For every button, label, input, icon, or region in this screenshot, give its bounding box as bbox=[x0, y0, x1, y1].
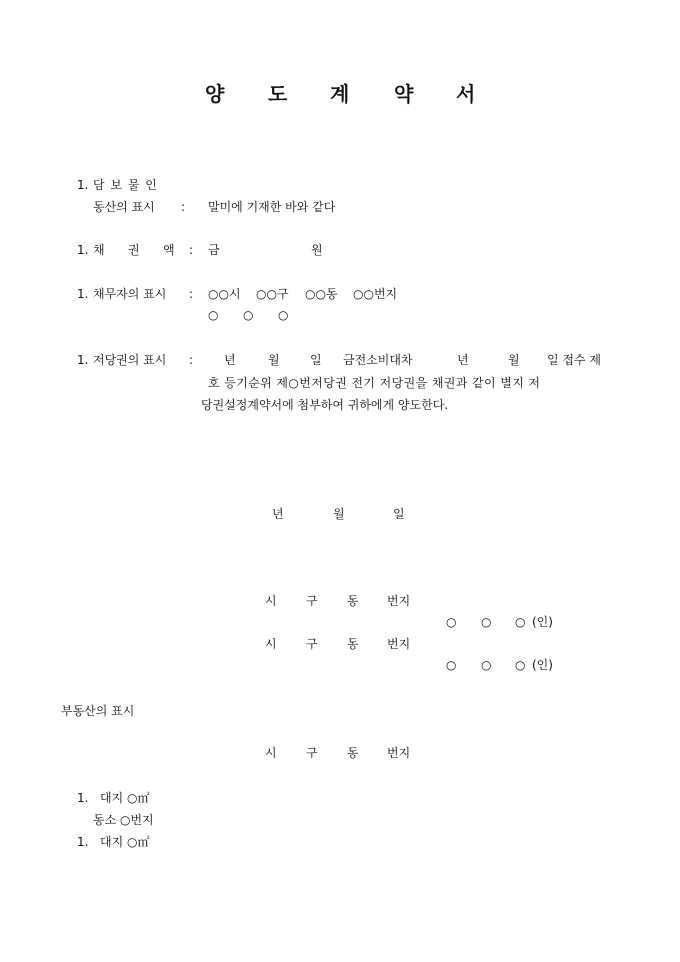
debtor-name-mark: ○ bbox=[243, 308, 254, 322]
party-address-part: 구 bbox=[306, 594, 318, 608]
party-address-part: 동 bbox=[347, 637, 359, 651]
party-name-mark: ○ bbox=[515, 615, 526, 629]
property-entry-text: 동소 ○번지 bbox=[93, 813, 154, 827]
seal-mark: (인) bbox=[532, 615, 553, 629]
mortgage-line1-part: 월 bbox=[508, 353, 520, 367]
mortgage-line1-part: 년 bbox=[457, 353, 469, 367]
seal-mark: (인) bbox=[532, 658, 553, 672]
debtor-address-part: ○○구 bbox=[256, 287, 289, 301]
item-label-char: 권 bbox=[128, 243, 140, 257]
item-colon: : bbox=[181, 200, 186, 214]
item-colon: : bbox=[189, 353, 194, 367]
debtor-name-mark: ○ bbox=[278, 308, 289, 322]
debtor-name-mark: ○ bbox=[208, 308, 219, 322]
party-name-mark: ○ bbox=[446, 615, 457, 629]
mortgage-line1-part: 일 bbox=[310, 353, 322, 367]
mortgage-line1-part: 금전소비대차 bbox=[343, 353, 413, 367]
amount-unit: 원 bbox=[311, 243, 323, 257]
mortgage-line1-part: 일 접수 제 bbox=[547, 353, 601, 367]
item-label-char: 액 bbox=[163, 243, 175, 257]
item-label-char: 채 bbox=[93, 243, 105, 257]
property-address-part: 시 bbox=[265, 746, 277, 760]
party-name-mark: ○ bbox=[515, 658, 526, 672]
mortgage-line1-part: 월 bbox=[268, 353, 280, 367]
party-name-mark: ○ bbox=[481, 658, 492, 672]
property-entry-number: 1. bbox=[77, 791, 89, 805]
title-char: 계 bbox=[330, 82, 350, 106]
mortgage-line1-part: 년 bbox=[224, 353, 236, 367]
item-sub-label: 동산의 표시 bbox=[93, 200, 155, 214]
mortgage-line2: 호 등기순위 제○번저당권 전기 저당권을 채권과 같이 별지 저 bbox=[208, 376, 541, 390]
title-char: 양 bbox=[205, 82, 225, 106]
item-number: 1. bbox=[77, 243, 89, 257]
mortgage-line3: 당권설정계약서에 첨부하여 귀하에게 양도한다. bbox=[201, 398, 449, 412]
party-address-part: 시 bbox=[265, 594, 277, 608]
debtor-address-part: ○○시 bbox=[208, 287, 241, 301]
amount-prefix: 금 bbox=[208, 243, 220, 257]
item-number: 1. bbox=[77, 353, 89, 367]
property-entry-text: 대지 ○㎡ bbox=[100, 791, 150, 805]
property-address-part: 동 bbox=[347, 746, 359, 760]
property-entry-number: 1. bbox=[77, 835, 89, 849]
date-part: 년 bbox=[272, 507, 284, 521]
item-number: 1. bbox=[77, 178, 89, 192]
party-address-part: 번지 bbox=[387, 594, 411, 608]
property-heading: 부동산의 표시 bbox=[61, 704, 135, 718]
party-address-part: 번지 bbox=[387, 637, 411, 651]
party-name-mark: ○ bbox=[446, 658, 457, 672]
item-value: 말미에 기재한 바와 같다 bbox=[208, 200, 336, 214]
item-label: 담 보 물 인 bbox=[93, 178, 158, 192]
debtor-address-part: ○○동 bbox=[305, 287, 338, 301]
item-colon: : bbox=[189, 287, 194, 301]
title-char: 도 bbox=[268, 82, 288, 106]
item-label: 채무자의 표시 bbox=[93, 287, 167, 301]
date-part: 일 bbox=[393, 507, 405, 521]
property-entry-text: 대지 ○㎡ bbox=[100, 835, 150, 849]
date-part: 월 bbox=[333, 507, 345, 521]
item-label: 저당권의 표시 bbox=[93, 353, 167, 367]
party-address-part: 구 bbox=[306, 637, 318, 651]
property-address-part: 번지 bbox=[387, 746, 411, 760]
item-colon: : bbox=[189, 243, 194, 257]
item-number: 1. bbox=[77, 287, 89, 301]
debtor-address-part: ○○번지 bbox=[353, 287, 398, 301]
property-address-part: 구 bbox=[306, 746, 318, 760]
party-address-part: 동 bbox=[347, 594, 359, 608]
party-address-part: 시 bbox=[265, 637, 277, 651]
title-char: 약 bbox=[394, 82, 414, 106]
party-name-mark: ○ bbox=[481, 615, 492, 629]
title-char: 서 bbox=[456, 82, 476, 106]
